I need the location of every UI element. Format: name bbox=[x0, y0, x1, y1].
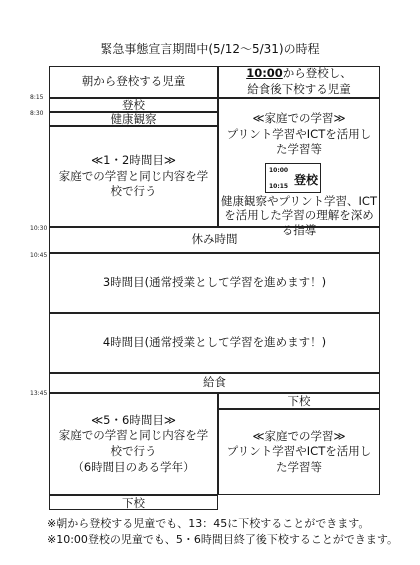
right-home-study-2-body: プリント学習やICTを活用した学習等 bbox=[226, 444, 372, 474]
time-marker-830: 8:30 bbox=[30, 110, 44, 117]
left-header: 朝から登校する児童 bbox=[49, 66, 218, 98]
right-home-study-2-heading: ≪家庭での学習≫ bbox=[252, 428, 346, 443]
period-4: 4時間目(通常授業として学習を進めます！) bbox=[49, 313, 380, 373]
time-marker-1030: 10:30 bbox=[30, 225, 48, 232]
left-period-1-2 bbox=[49, 126, 218, 227]
break-time: 休み時間 bbox=[49, 227, 380, 253]
left-period-5-6-heading: ≪5・6時間目≫ bbox=[91, 412, 176, 427]
left-period-1-2-body: 家庭での学習と同じ内容を学校で行う bbox=[58, 168, 209, 199]
left-arrive: 登校 bbox=[49, 98, 218, 112]
right-home-study-1-body: プリント学習やICTを活用した学習等 bbox=[226, 126, 372, 157]
left-health-check: 健康観察 bbox=[49, 112, 218, 126]
right-header bbox=[218, 66, 380, 98]
right-morning-block bbox=[218, 98, 380, 237]
schedule-title: 緊急事態宣言期間中(5/12～5/31)の時程 bbox=[100, 41, 320, 56]
right-header-rest: から登校し、 bbox=[282, 66, 352, 81]
left-period-5-6-body: 家庭での学習と同じ内容を学校で行う bbox=[58, 428, 209, 458]
right-arrive-box bbox=[265, 163, 321, 193]
footnote-1: ※朝から登校する児童でも、13：45に下校することができます。 bbox=[47, 517, 370, 530]
right-home-study-2 bbox=[218, 409, 380, 495]
right-home-study-1 bbox=[219, 111, 379, 158]
period-3: 3時間目(通常授業として学習を進めます！) bbox=[49, 253, 380, 313]
footnote-2: ※10:00登校の児童でも、5・6時間目終了後下校することができます。 bbox=[47, 532, 399, 546]
time-marker-815: 8:15 bbox=[30, 94, 44, 101]
left-leave: 下校 bbox=[49, 495, 218, 510]
footnotes bbox=[47, 516, 407, 548]
left-period-5-6-note: （6時間目のある学年） bbox=[72, 459, 195, 474]
right-home-study-1-heading: ≪家庭での学習≫ bbox=[252, 111, 346, 125]
left-period-1-2-heading: ≪1・2時間目≫ bbox=[91, 153, 176, 168]
right-arrive-time-start: 10:00 bbox=[269, 167, 289, 174]
right-arrive-label: 登校 bbox=[294, 173, 319, 187]
right-header-line2: 給食後下校する児童 bbox=[247, 82, 351, 96]
left-period-5-6 bbox=[49, 393, 218, 495]
lunch: 給食 bbox=[49, 373, 380, 393]
right-arrive-time-end: 10:15 bbox=[269, 183, 289, 190]
right-header-time: 10:00 bbox=[246, 66, 283, 81]
time-marker-1045: 10:45 bbox=[30, 252, 48, 259]
right-after-arrive: 健康観察やプリント学習、ICTを活用した学習の理解を深める指導 bbox=[221, 194, 377, 237]
right-leave: 下校 bbox=[218, 393, 380, 409]
time-marker-1345: 13:45 bbox=[30, 390, 48, 397]
